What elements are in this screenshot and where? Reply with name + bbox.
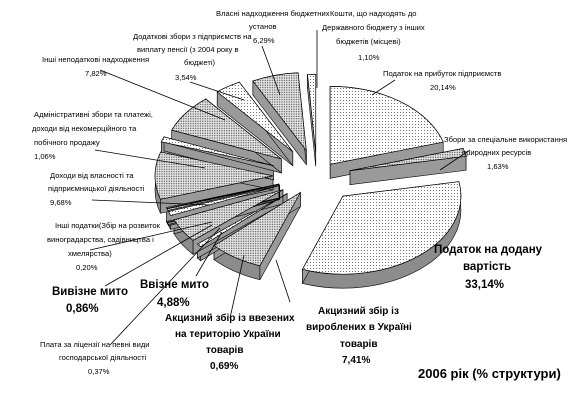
label-licenzii-name-2: господарської діяльності [59, 353, 147, 362]
label-dodatkovi-value: 3,54% [175, 73, 197, 82]
label-pdv-name-1: Податок на додану [434, 244, 543, 256]
label-inshi-podatky-name-1: Інші податки(Збір на розвиток [55, 221, 160, 230]
leader-line-0 [372, 80, 395, 95]
label-admin-name-2: доходи від некомерційного та [32, 124, 137, 133]
label-vlasnist-name-2: підприємницької діяльності [48, 184, 145, 193]
label-vlasnist-value: 9,68% [50, 198, 72, 207]
label-inshi-podatky-value: 0,20% [76, 263, 98, 272]
pie-slices [155, 73, 466, 288]
label-vvizne-name: Ввізне мито [140, 279, 209, 291]
label-pributok-value: 20,14% [430, 83, 456, 92]
label-vlasni-ustanov-value: 6,29% [253, 36, 275, 45]
label-koshty-name-1: Кошти, що надходять до [330, 9, 417, 18]
label-admin-value: 1,06% [34, 152, 56, 161]
label-vvizne-value: 4,88% [157, 297, 190, 309]
label-vlasnist-name-1: Доходи від власності та [50, 171, 134, 180]
label-resursy-value: 1,63% [487, 162, 509, 171]
label-dodatkovi-name-3: бюджеті) [184, 58, 216, 67]
label-vyvizne-value: 0,86% [66, 303, 99, 315]
pie-slice-14 [307, 74, 315, 152]
label-koshty-name-3: бюджетів (місцеві) [336, 37, 401, 46]
label-koshty-name-2: Державного бюджету з інших [322, 23, 425, 32]
label-dodatkovi-name-1: Додаткові збори з підприємств на [133, 32, 252, 41]
label-koshty-value: 1,10% [358, 53, 380, 62]
label-akciz-vvez-name-3: товарів [206, 345, 244, 356]
label-akciz-vyr-name-2: вироблених в Україні [306, 322, 412, 333]
label-vyvizne-name: Вивізне мито [52, 286, 128, 298]
label-licenzii-value: 0,37% [88, 367, 110, 376]
label-vyvizne [52, 286, 128, 315]
label-inshi-nepodatkovi-name: Інші неподаткові надходження [42, 55, 150, 64]
leader-line-2 [276, 260, 290, 302]
pie-slice-2 [302, 182, 460, 274]
label-akciz-vvez-name-2: на територію України [175, 329, 281, 340]
label-licenzii [40, 340, 150, 376]
label-inshi-podatky-name-2: виноградарства, садівництва і [47, 235, 154, 244]
label-akciz-vyr [306, 305, 412, 366]
label-akciz-vyr-value: 7,41% [342, 355, 371, 366]
label-akciz-vvez [165, 312, 295, 372]
label-pributok [383, 69, 501, 92]
label-dodatkovi [133, 32, 252, 82]
chart-caption: 2006 рік (% структури) [418, 366, 561, 381]
label-akciz-vvez-name-1: Акцизний збір із ввезених [165, 313, 295, 324]
label-pdv-value: 33,14% [465, 279, 505, 291]
label-resursy-name-2: природних ресурсів [462, 148, 532, 157]
label-akciz-vyr-name-1: Акцизний збір із [318, 306, 399, 317]
label-licenzii-name-1: Плата за ліцензії на певні види [40, 340, 150, 349]
label-admin-name-3: побічного продажу [34, 138, 100, 147]
label-akciz-vyr-name-3: товарів [340, 339, 378, 350]
label-koshty [322, 9, 425, 62]
label-admin-name-1: Адміністративні збори та платежі, [34, 110, 153, 119]
label-pributok-name: Податок на прибуток підприємств [383, 69, 502, 78]
label-inshi-nepodatkovi-value: 7,82% [85, 69, 107, 78]
label-pdv-name-2: вартість [463, 261, 512, 273]
label-resursy-name-1: Збори за спеціальне використання [444, 135, 568, 144]
label-inshi-podatky-name-3: хмелярства) [68, 249, 112, 258]
label-vlasni-ustanov-name-1: Власні надходження бюджетних [216, 9, 330, 18]
label-vlasni-ustanov-name-2: установ [249, 22, 277, 31]
label-admin [32, 110, 153, 161]
label-vvizne [140, 279, 209, 309]
label-dodatkovi-name-2: виплату пенсії (з 2004 року в [137, 45, 239, 54]
label-inshi-nepodatkovi [42, 55, 149, 78]
label-akciz-vvez-value: 0,69% [210, 361, 239, 372]
label-pdv [434, 244, 543, 291]
